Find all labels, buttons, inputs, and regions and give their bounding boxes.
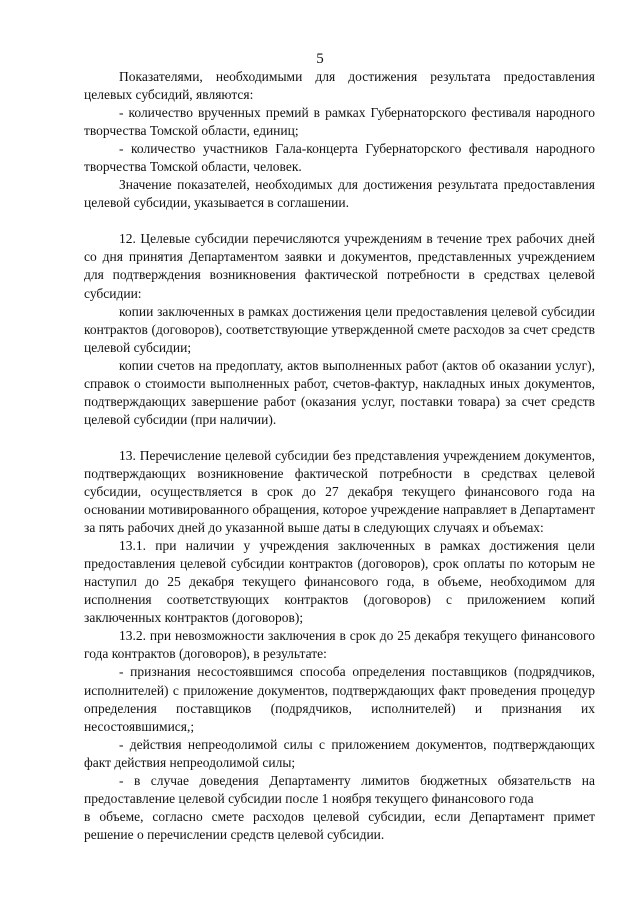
paragraph-section-13-2: 13.2. при невозможности заключения в срок до 25 декабря текущего финансового года контрактов (договоров), в результате:: [84, 628, 595, 662]
paragraph-section-13: 13. Перечисление целевой субсидии без представления учреждением документов, подтверждающих возникновение фактической потребности в средствах целевой субсидии, осуществляется в срок до 27 декабря текущего финансового года на основании мотивированного обращения, которое учреждение направляет в Департамент за пять рабочих дней до указанной выше даты в следующих случаях и объемах:: [84, 447, 595, 536]
paragraph-force-majeure: - действия непреодолимой силы с приложением документов, подтверждающих факт действия непреодолимой силы;: [84, 736, 595, 770]
document-body: [84, 68, 595, 844]
paragraph-section-12: 12. Целевые субсидии перечисляются учреждениям в течение трех рабочих дней со дня принятия Департаментом заявки и документов, представленных учреждением для подтверждения возникновения фактической потребности в средствах целевой субсидии:: [84, 231, 595, 301]
paragraph-section-13-1: 13.1. при наличии у учреждения заключенных в рамках достижения цели предоставления целевой субсидии контрактов (договоров), срок оплаты по которым не наступил до 25 декабря текущего финансового года, в объеме, необходимом для исполнения соответствующих контрактов (договоров) с приложением копий заключенных контрактов (договоров);: [84, 538, 595, 626]
paragraph-indicator-participants: - количество участников Гала-концерта Губернаторского фестиваля народного творчества Томской области, человек.: [84, 141, 595, 175]
paragraph-budget-limits: - в случае доведения Департаменту лимитов бюджетных обязательств на предоставление целевой субсидии после 1 ноября текущего финансового года: [84, 772, 595, 806]
paragraph-volume-decision: в объеме, согласно смете расходов целевой субсидии, если Департамент примет решение о перечислении средств целевой субсидии.: [84, 808, 595, 842]
paragraph-contract-copies: копии заключенных в рамках достижения цели предоставления целевой субсидии контрактов (договоров), соответствующие утвержденной смете расходов за счет средств целевой субсидии;: [84, 303, 595, 355]
paragraph-indicators-intro: Показателями, необходимыми для достижения результата предоставления целевых субсидий, являются:: [84, 69, 595, 103]
paragraph-indicators-value: Значение показателей, необходимых для достижения результата предоставления целевой субсидии, указывается в соглашении.: [84, 177, 595, 211]
paragraph-failed-procurement: - признания несостоявшимся способа определения поставщиков (подрядчиков, исполнителей) с приложение документов, подтверждающих факт проведения процедур определения поставщиков (подрядчиков, исполнителей) и признания их несостоявшимися,;: [84, 664, 595, 734]
paragraph-invoice-copies: копии счетов на предоплату, актов выполненных работ (актов об оказании услуг), справок о стоимости выполненных работ, счетов-фактур, накладных иных документов, подтверждающих завершение работ (оказания услуг, поставки товара) за счет средств целевой субсидии (при наличии).: [84, 357, 595, 427]
page-number: 5: [316, 51, 324, 67]
paragraph-indicator-prizes: - количество врученных премий в рамках Губернаторского фестиваля народного творчества Томской области, единиц;: [84, 105, 595, 139]
